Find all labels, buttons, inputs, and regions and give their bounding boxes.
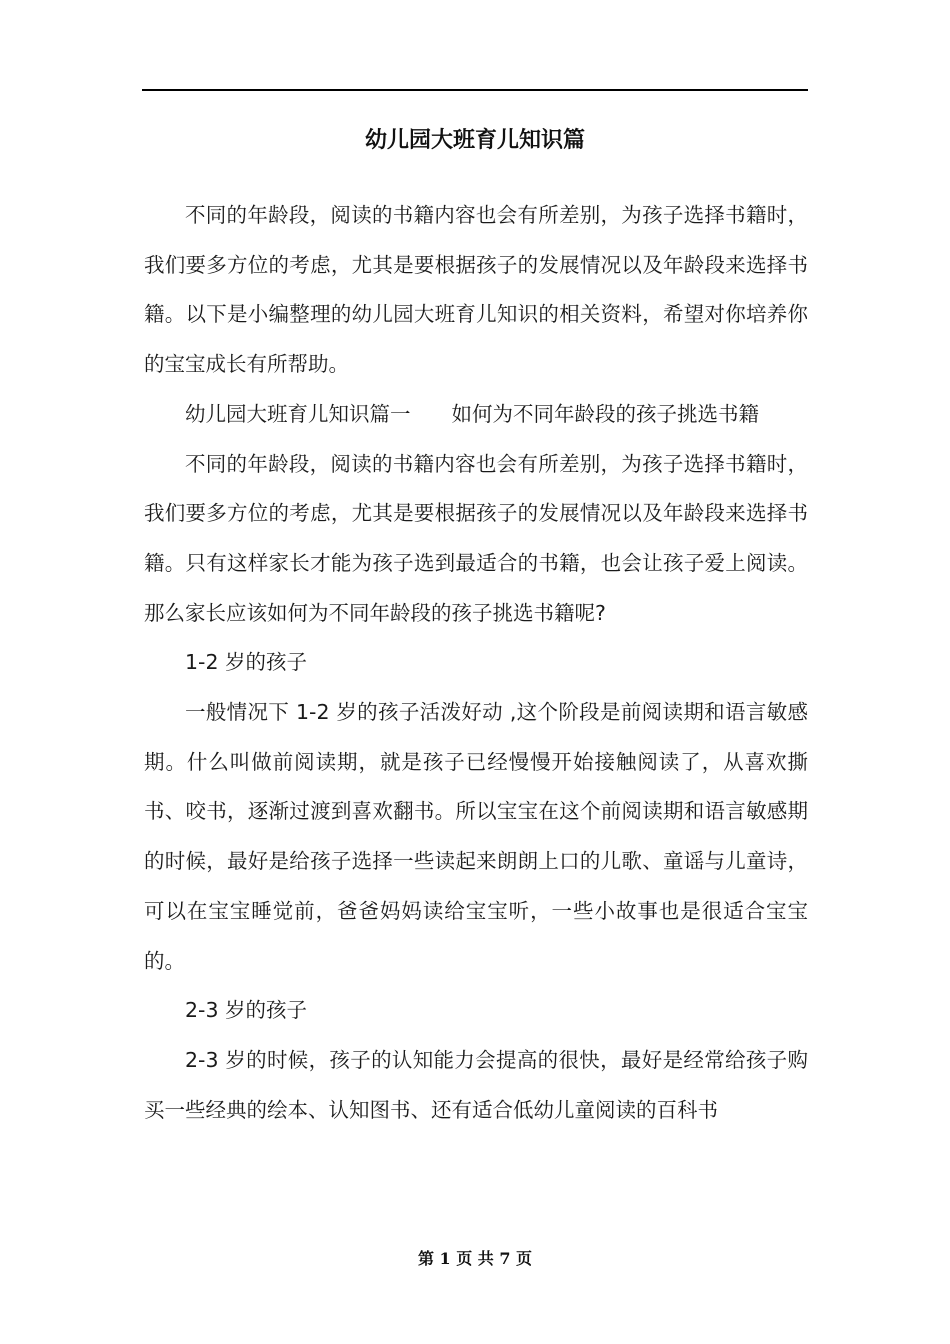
document-body — [144, 191, 808, 1135]
paragraph-age-1-2: 一般情况下 1-2 岁的孩子活泼好动 ,这个阶段是前阅读期和语言敏感期。什么叫做前阅读期，就是孩子已经慢慢开始接触阅读了，从喜欢撕书、咬书，逐渐过渡到喜欢翻书。所以宝宝在这个前阅读期和语言敏感期的时候，最好是给孩子选择一些读起来朗朗上口的儿歌、童谣与儿童诗，可以在宝宝睡觉前，爸爸妈妈读给宝宝听，一些小故事也是很适合宝宝的。 — [144, 700, 808, 973]
section-heading: 幼儿园大班育儿知识篇一 如何为不同年龄段的孩子挑选书籍 — [185, 401, 759, 426]
paragraph-section-intro: 不同的年龄段，阅读的书籍内容也会有所差别，为孩子选择书籍时，我们要多方位的考虑，尤其是要根据孩子的发展情况以及年龄段来选择书籍。只有这样家长才能为孩子选到最适合的书籍，也会让孩子爱上阅读。那么家长应该如何为不同年龄段的孩子挑选书籍呢? — [144, 451, 808, 625]
page-footer: 第 1 页 共 7 页 — [417, 1249, 533, 1268]
paragraph-age-2-3: 2-3 岁的时候，孩子的认知能力会提高的很快，最好是经常给孩子购买一些经典的绘本、认知图书、还有适合低幼儿童阅读的百科书 — [144, 1047, 808, 1122]
subheading-age-2-3: 2-3 岁的孩子 — [185, 998, 307, 1023]
subheading-age-1-2: 1-2 岁的孩子 — [185, 650, 307, 675]
paragraph-intro: 不同的年龄段，阅读的书籍内容也会有所差别，为孩子选择书籍时，我们要多方位的考虑，尤其是要根据孩子的发展情况以及年龄段来选择书籍。以下是小编整理的幼儿园大班育儿知识的相关资料，希望对你培养你的宝宝成长有所帮助。 — [144, 203, 808, 377]
document-title: 幼儿园大班育儿知识篇 — [364, 128, 585, 153]
header-rule — [142, 89, 808, 91]
